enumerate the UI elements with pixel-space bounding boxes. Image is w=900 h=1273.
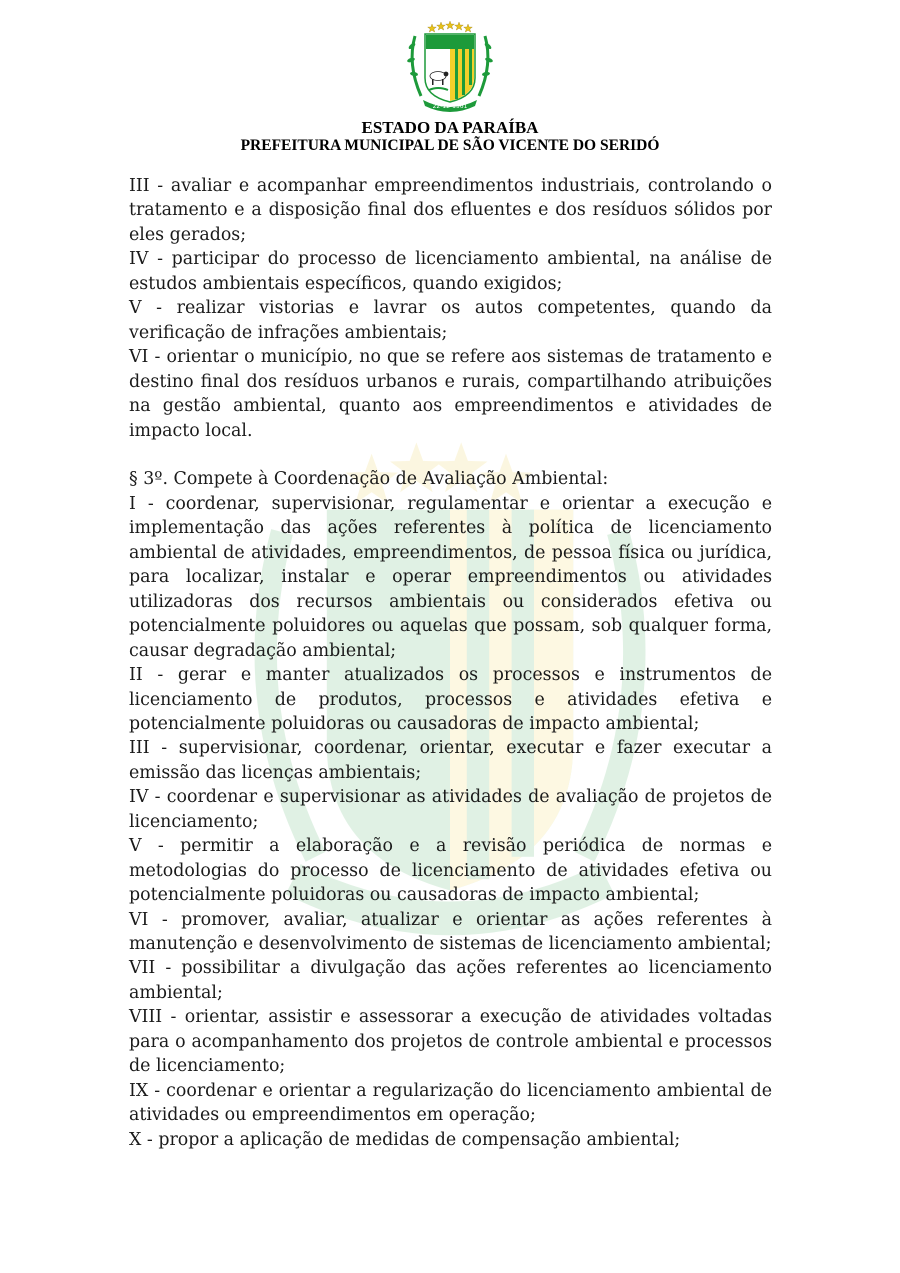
paragraph: V - permitir a elaboração e a revisão periódica de normas e metodologias do processo de licenciamento de atividades efetiva ou potencialmente poluidoras ou causadoras de impacto ambiental;: [129, 836, 772, 906]
document-body: [129, 174, 772, 1152]
paragraph: IV - coordenar e supervisionar as atividades de avaliação de projetos de licenciamento;: [129, 787, 772, 832]
spacer: [129, 443, 772, 467]
seal-date: 22-12-1961: [432, 103, 468, 110]
city-hall-heading: PREFEITURA MUNICIPAL DE SÃO VICENTE DO SERIDÓ: [240, 137, 660, 154]
paragraph: II - gerar e manter atualizados os processos e instrumentos de licenciamento de produtos, processos e atividades efetiva e potencialmente poluidoras ou causadoras de impacto ambiental;: [129, 665, 772, 734]
paragraph: I - coordenar, supervisionar, regulamentar e orientar a execução e implementação das ações referentes à política de licenciamento ambiental de atividades, empreendimentos, de pessoa física ou jurídica, para localizar, instalar e operar empreendimentos ou atividades utilizadoras dos recursos ambientais ou considerados efetiva ou potencialmente poluidores ou aquelas que possam, sob qualquer forma, causar degradação ambiental;: [129, 493, 772, 661]
paragraph: IX - coordenar e orientar a regularização do licenciamento ambiental de atividades ou empreendimentos em operação;: [129, 1080, 772, 1126]
paragraph: VI - orientar o município, no que se refere aos sistemas de tratamento e destino final dos resíduos urbanos e rurais, compartilhando atribuições na gestão ambiental, quanto aos empreendimentos e atividades de impacto local.: [129, 347, 772, 441]
paragraph: IV - participar do processo de licenciamento ambiental, na análise de estudos ambientais específicos, quando exigidos;: [129, 249, 772, 294]
coat-of-arms-logo: [399, 20, 501, 112]
paragraph: III - avaliar e acompanhar empreendimentos industriais, controlando o tratamento e a disposição final dos efluentes e dos resíduos sólidos por eles gerados;: [129, 176, 772, 245]
paragraph: X - propor a aplicação de medidas de compensação ambiental;: [129, 1129, 681, 1150]
paragraph: VI - promover, avaliar, atualizar e orientar as ações referentes à manutenção e desenvolvimento de sistemas de licenciamento ambiental;: [129, 909, 772, 955]
paragraph: V - realizar vistorias e lavrar os autos competentes, quando da verificação de infrações ambientais;: [129, 298, 772, 343]
paragraph: VII - possibilitar a divulgação das ações referentes ao licenciamento ambiental;: [129, 958, 772, 1003]
paragraph: III - supervisionar, coordenar, orientar, executar e fazer executar a emissão das licenças ambientais;: [129, 738, 772, 783]
state-heading: ESTADO DA PARAÍBA: [361, 118, 539, 137]
paragraph: VIII - orientar, assistir e assessorar a execução de atividades voltadas para o acompanhamento dos projetos de controle ambiental e processos de licenciamento;: [129, 1007, 772, 1077]
section-heading: § 3º. Compete à Coordenação de Avaliação Ambiental:: [129, 469, 609, 490]
